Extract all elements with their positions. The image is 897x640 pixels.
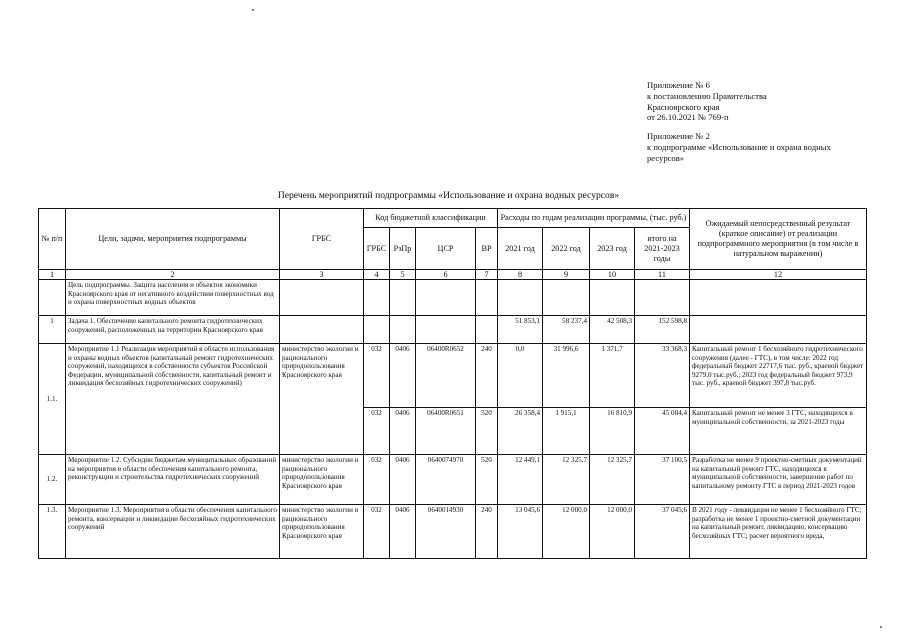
appendix-6-block (647, 80, 877, 123)
appendix-2-block (647, 131, 879, 163)
appendix-2-line3: ресурсов» (647, 152, 685, 163)
m11b-csr: 06400R0651 (416, 408, 476, 455)
m11-row-a (39, 344, 867, 408)
m11b-2022: 1 915,1 (543, 408, 590, 455)
col-number: 8 (498, 270, 543, 280)
task1-text: Задача 1. Обеспечение капитального ремонта гидротехнических сооружений, расположенных на территории Красноярского края (66, 316, 280, 344)
column-numbers-row (39, 270, 867, 280)
task1-2022: 58 237,4 (543, 316, 590, 344)
header-num: № п/п (39, 209, 66, 270)
header-grbs: ГРБС (280, 209, 364, 270)
m11a-2023: 1 371,7 (590, 344, 635, 408)
appendix-6-line1: Приложение № 6 (647, 80, 710, 90)
col-number: 10 (590, 270, 635, 280)
m11a-total: 33 368,3 (635, 344, 690, 408)
m11b-rzpr: 0406 (390, 408, 416, 455)
goal-text: Цель подпрограммы. Защита населения и объектов экономики Красноярского края от негативного воздействия поверхностных вод и охрана поверхностных водных объектов (66, 280, 280, 316)
m13-grbs-code: 032 (364, 505, 390, 559)
goal-row (39, 280, 867, 316)
header-year-2021: 2021 год (498, 228, 543, 270)
m12-vr: 520 (476, 455, 498, 505)
m13-2021: 13 045,6 (498, 505, 543, 559)
activities-table (38, 208, 867, 559)
m12-result: Разработка не менее 9 проектно-сметных документаций на капитальный ремонт ГТС, находящихся в муниципальной собственности, завершение работ по капитальному ремонту ГТС в период 2021-2023 годов (690, 455, 867, 505)
m11-text: Мероприятие 1.1 Реализация мероприятий в области использования и охраны водных объектов (капитальный ремонт гидротехнических сооружений, находящихся в собственности субъектов Российской Федерации, муниципальной собственности, капитальный ремонт и ликвидация бесхозяйных гидротехнических сооружений) (66, 344, 280, 455)
m12-rzpr: 0406 (390, 455, 416, 505)
col-number: 4 (364, 270, 390, 280)
m11a-result: Капитальный ремонт 1 бесхозяйного гидротехнического сооружения (далее - ГТС), в том числе: 2022 год федеральный бюджет 22717,6 тыс. руб., краевой бюджет 9279,0 тыс.руб.; 2023 год федеральный бюджет 973,9 тыс. руб., краевой бюджет 397,8 тыс.руб. (690, 344, 867, 408)
m12-2023: 12 325,7 (590, 455, 635, 505)
col-number: 5 (390, 270, 416, 280)
m11b-result: Капитальный ремонт не менее 3 ГТС, находящихся в муниципальной собственности, за 2021-2023 годы (690, 408, 867, 455)
header-year-2023: 2023 год (590, 228, 635, 270)
m13-rzpr: 0406 (390, 505, 416, 559)
m12-csr: 0640074970 (416, 455, 476, 505)
m11a-vr: 240 (476, 344, 498, 408)
m13-row (39, 505, 867, 559)
m13-grbs: министерство экологии и рационального природопользования Красноярского края (280, 505, 364, 559)
m11b-grbs-code: 032 (364, 408, 390, 455)
m12-row (39, 455, 867, 505)
m11-num: 1.1. (39, 344, 66, 455)
task1-row (39, 316, 867, 344)
m12-grbs-code: 032 (364, 455, 390, 505)
task1-num: 1 (39, 316, 66, 344)
header-budget-classification: Код бюджетной классификации (364, 209, 498, 228)
header-expected-result: Ожидаемый непосредственный результат (краткое описание) от реализации подпрограммного мероприятия (в том числе в натуральном выражении) (690, 209, 867, 270)
col-number: 11 (635, 270, 690, 280)
m13-total: 37 045,6 (635, 505, 690, 559)
col-number: 1 (39, 270, 66, 280)
header-sub-grbs: ГРБС (364, 228, 390, 270)
header-goals: Цели, задачи, мероприятия подпрограммы (66, 209, 280, 270)
scan-speck (880, 626, 882, 628)
m11a-2021: 0,0 (498, 344, 543, 408)
m13-num: 1.3. (39, 505, 66, 559)
m11a-rzpr: 0406 (390, 344, 416, 408)
m11a-2022: 31 996,6 (543, 344, 590, 408)
m11-grbs: министерство экологии и рационального природопользования Красноярского края (280, 344, 364, 455)
col-number: 3 (280, 270, 364, 280)
m13-vr: 240 (476, 505, 498, 559)
header-sub-vr: ВР (476, 228, 498, 270)
m11b-vr: 520 (476, 408, 498, 455)
m11a-grbs-code: 032 (364, 344, 390, 408)
appendix-2-line2: к подпрограмме «Использование и охрана водных (647, 141, 831, 152)
header-sub-csr: ЦСР (416, 228, 476, 270)
appendix-6-line4: от 26.10.2021 № 769-п (647, 112, 729, 123)
m13-2022: 12 000,0 (543, 505, 590, 559)
task1-2023: 42 508,3 (590, 316, 635, 344)
m13-text: Мероприятие 1.3. Мероприятия в области обеспечения капитального ремонта, консервации и ликвидации бесхозяйных гидротехнических сооружений (66, 505, 280, 559)
col-number: 7 (476, 270, 498, 280)
header-year-2022: 2022 год (543, 228, 590, 270)
scan-speck (252, 9, 254, 11)
m12-2022: 12 325,7 (543, 455, 590, 505)
m11b-2021: 26 358,4 (498, 408, 543, 455)
header-expenses: Расходы по годам реализации программы, (тыс. руб.) (498, 209, 690, 228)
task1-total: 152 598,8 (635, 316, 690, 344)
document-title: Перечень мероприятий подпрограммы «Использование и охрана водных ресурсов» (277, 190, 620, 201)
m12-num: 1.2. (39, 455, 66, 505)
appendix-6-line2: к постановлению Правительства (647, 90, 767, 101)
m11b-total: 45 084,4 (635, 408, 690, 455)
m12-grbs: министерство экологии и рационального природопользования Красноярского края (280, 455, 364, 505)
m11b-2023: 16 810,9 (590, 408, 635, 455)
m12-text: Мероприятие 1.2. Субсидии бюджетам муниципальных образований на мероприятия в области обеспечения капитального ремонта, реконструкции и строительства гидротехнических сооружений (66, 455, 280, 505)
m11a-csr: 06400R0652 (416, 344, 476, 408)
m12-total: 37 100,5 (635, 455, 690, 505)
m13-2023: 12 000,0 (590, 505, 635, 559)
task1-2021: 51 853,1 (498, 316, 543, 344)
col-number: 12 (690, 270, 867, 280)
header-sub-rzpr: РзПр (390, 228, 416, 270)
col-number: 6 (416, 270, 476, 280)
header-total: итого на 2021-2023 годы (635, 228, 690, 270)
appendix-2-line1: Приложение № 2 (647, 131, 710, 141)
m13-csr: 0640014930 (416, 505, 476, 559)
col-number: 2 (66, 270, 280, 280)
m12-2021: 12 449,1 (498, 455, 543, 505)
m13-result: В 2021 году - ликвидация не менее 1 бесхозяйного ГТС; разработка не менее 1 проектно-сметной документации на капитальный ремонт, ликвидацию, консервацию бесхозяйных ГТС; расчет вероятного вреда, (690, 505, 867, 559)
col-number: 9 (543, 270, 590, 280)
appendix-6-line3: Красноярского края (647, 101, 720, 112)
